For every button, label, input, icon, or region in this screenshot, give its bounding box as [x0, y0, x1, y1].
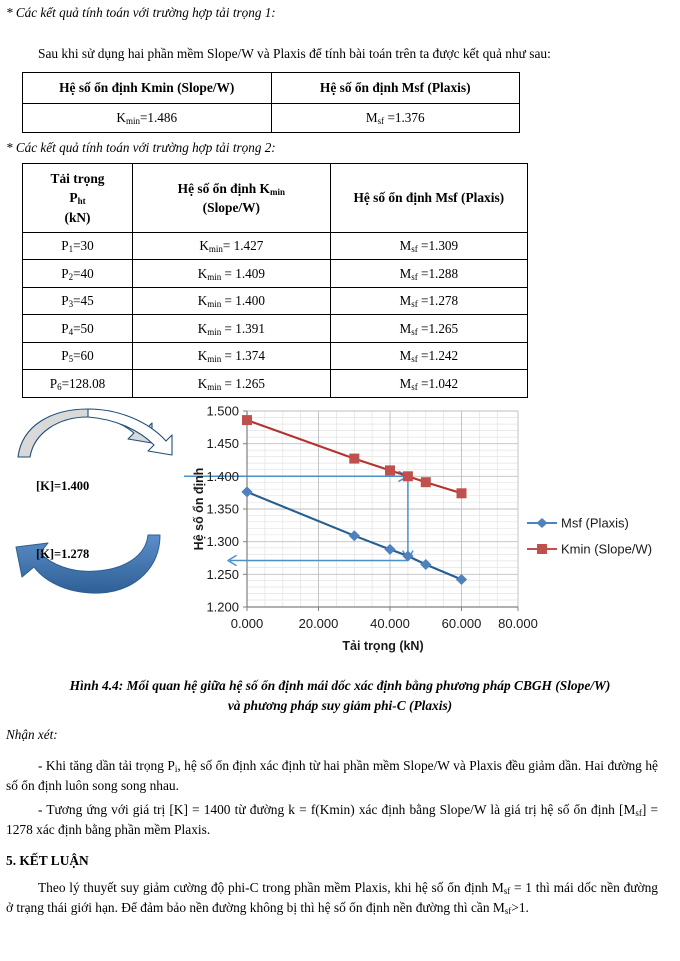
- caption-line-1: Hình 4.4: Mối quan hệ giữa hệ số ổn định mái dốc xác định bằng phương pháp CBGH (Slope/W): [69, 678, 611, 693]
- data-point-marker: [385, 465, 395, 475]
- cell-sub: 1: [68, 244, 74, 255]
- data-point-marker: [403, 471, 413, 481]
- illustration-label-bottom: [K]=1.278: [36, 547, 90, 561]
- cell-sub: 2: [68, 271, 74, 282]
- cell-base: K: [197, 320, 208, 336]
- cell-base: P: [61, 320, 69, 336]
- table2-header-kmin: [133, 164, 331, 233]
- cell-sub: sf: [411, 354, 418, 365]
- y-tick-label: 1.450: [206, 436, 239, 452]
- conclusion-text-a: Theo lý thuyết suy giảm cường độ phi-C trong phần mềm Plaxis, khi hệ số ổn định M: [38, 880, 504, 895]
- intro-paragraph-case1: Sau khi sử dụng hai phần mềm Slope/W và Plaxis để tính bài toán trên ta được kết quả như sau:: [38, 46, 551, 61]
- cell-sub: min: [125, 116, 140, 126]
- data-point-marker: [421, 477, 431, 487]
- legend-label-msf: Msf (Plaxis): [561, 515, 629, 531]
- remark-1-sub: i: [174, 764, 178, 774]
- cell-sub: sf: [411, 244, 418, 255]
- data-point-marker: [242, 415, 252, 425]
- cell-sub: min: [207, 354, 222, 365]
- y-tick-label: 1.500: [206, 403, 239, 419]
- table2-header-load: [23, 164, 133, 233]
- cell-base: M: [399, 375, 412, 391]
- cell-tail: =1.486: [139, 110, 178, 125]
- cell-tail: = 1.391: [221, 320, 265, 336]
- cell-tail: =1.288: [417, 265, 459, 281]
- table-row: [23, 287, 528, 315]
- cell-tail: = 1.374: [221, 348, 265, 364]
- cell-sub: min: [207, 326, 222, 337]
- cell-tail: =1.265: [417, 320, 459, 336]
- cell-sub: min: [207, 271, 222, 282]
- x-tick-label: 60.000: [441, 616, 482, 631]
- x-tick-labels: [231, 616, 538, 631]
- cell-base: K: [116, 110, 126, 125]
- y-tick-label: 1.300: [206, 534, 239, 550]
- cell-load: [23, 370, 133, 398]
- cell-kmin: [133, 260, 331, 288]
- figure-4-4: [0, 395, 680, 665]
- legend-marker-msf: [537, 518, 548, 528]
- cell-load: [23, 287, 133, 315]
- remark-bullet-1: [6, 756, 658, 796]
- y-tick-label: 1.250: [206, 566, 239, 582]
- cell-base: K: [199, 238, 209, 254]
- x-tick-label: 20.000: [298, 616, 339, 631]
- cell-sub: sf: [411, 381, 418, 392]
- cell-kmin: [133, 342, 331, 370]
- legend-label-kmin: Kmin (Slope/W): [561, 541, 653, 557]
- x-tick-label: 40.000: [370, 616, 410, 631]
- figure-caption: [0, 676, 680, 716]
- conclusion-sub-2: sf: [504, 906, 512, 917]
- cell-tail: =1.042: [417, 375, 459, 391]
- header-line2: [27, 188, 128, 208]
- cell-tail: = 1.409: [221, 265, 265, 281]
- curved-arrow-bottom-icon: [16, 535, 160, 593]
- header-text: Hệ số ổn định K: [177, 180, 270, 196]
- cell-sub: min: [207, 299, 222, 310]
- table-row: [23, 104, 520, 133]
- table1-header-msf: Hệ số ổn định Msf (Plaxis): [271, 73, 520, 104]
- y-axis-title: Hệ số ổn định: [192, 467, 206, 551]
- cell-load: [23, 232, 133, 260]
- table-case2: [22, 163, 528, 398]
- cell-base: P: [61, 238, 69, 254]
- cell-base: M: [399, 265, 412, 281]
- cell-tail: = 1.265: [221, 375, 265, 391]
- cell-base: M: [399, 238, 412, 254]
- table-row: [23, 232, 528, 260]
- cell-sub: 6: [57, 381, 62, 392]
- cell-msf: [330, 287, 527, 315]
- cell-sub: sf: [377, 116, 385, 126]
- cell-sub: 4: [68, 326, 74, 337]
- remark-bullet-2: [6, 800, 658, 840]
- remark-2-text-a: - Tương ứng với giá trị [K] = 1400 từ đường k = f(Kmin) xác định bằng Slope/W là giá trị hệ số ổn định [M: [38, 802, 636, 817]
- conclusion-paragraph: [6, 878, 658, 918]
- header-line1: [137, 179, 326, 199]
- table1-header-kmin: Hệ số ổn định Kmin (Slope/W): [23, 73, 272, 104]
- cell-msf: [330, 370, 527, 398]
- remark-2-text-b: ] = 1278 xác định bằng phần mềm Plaxis.: [6, 802, 659, 838]
- cell-msf: [330, 315, 527, 343]
- y-tick-label: 1.200: [206, 599, 239, 615]
- cell-tail: = 1.400: [221, 293, 265, 309]
- y-tick-label: 1.400: [206, 468, 239, 484]
- x-axis-title: Tải trọng (kN): [342, 639, 424, 653]
- cell-kmin: [133, 287, 331, 315]
- remarks-title: Nhận xét:: [6, 727, 58, 742]
- cell-base: P: [61, 293, 69, 309]
- cell-base: M: [399, 293, 412, 309]
- header-line1: Tải trọng: [50, 171, 105, 186]
- section-note-case1: * Các kết quả tính toán với trường hợp tải trọng 1:: [6, 5, 276, 20]
- cell-tail: =1.309: [417, 238, 459, 254]
- cell-msf: [330, 260, 527, 288]
- header-line2: (Slope/W): [202, 200, 260, 216]
- cell-base: P: [61, 265, 69, 281]
- cell-base: M: [399, 320, 412, 336]
- table-row: [23, 73, 520, 104]
- remark-2-sub: sf: [635, 808, 642, 818]
- table-row: [23, 370, 528, 398]
- cell-sub: 5: [68, 354, 74, 365]
- cell-load: [23, 342, 133, 370]
- y-tick-label: 1.350: [206, 501, 239, 517]
- cell-sub: sf: [411, 299, 418, 310]
- table2-header-msf: Hệ số ổn định Msf (Plaxis): [330, 164, 527, 233]
- header-line3: (kN): [64, 209, 91, 225]
- conclusion-sub-1: sf: [503, 886, 511, 896]
- cell-load: [23, 260, 133, 288]
- cell-tail: =50: [73, 320, 94, 336]
- cell-base: K: [197, 375, 208, 391]
- caption-line-2: và phương pháp suy giảm phi-C (Plaxis): [227, 698, 453, 714]
- conclusion-text-b: = 1 thì mái dốc nền đường ở trạng thái giới hạn. Để đảm bảo nền đường không bị thì hệ số ổn định nền đường thì cần M: [6, 880, 658, 916]
- cell-base: K: [197, 265, 208, 281]
- table-row: [23, 164, 528, 233]
- cell-load: [23, 315, 133, 343]
- y-tick-labels: [206, 404, 239, 615]
- table-row: [23, 260, 528, 288]
- cell-tail: =128.08: [61, 375, 106, 391]
- curved-arrow-top-icon: [18, 409, 172, 457]
- cell-base: P: [61, 348, 69, 364]
- conclusion-text-c: >1.: [511, 900, 529, 916]
- section-note-case2: * Các kết quả tính toán với trường hợp tải trọng 2:: [6, 140, 276, 155]
- cell-sub: min: [208, 244, 223, 255]
- cell-kmin: [133, 232, 331, 260]
- header-text-sub: min: [269, 186, 285, 197]
- cell-tail: =45: [73, 293, 94, 309]
- cell-tail: =40: [73, 265, 94, 281]
- cell-base: M: [365, 110, 378, 125]
- header-symbol: P: [69, 190, 78, 206]
- cell-msf: [330, 342, 527, 370]
- header-symbol-sub: ht: [77, 196, 86, 207]
- remark-1-text-a: - Khi tăng dần tải trọng P: [38, 758, 175, 773]
- cell-sub: min: [207, 381, 222, 392]
- cell-tail: =60: [73, 348, 94, 364]
- table-row: [23, 315, 528, 343]
- cell-base: K: [197, 293, 208, 309]
- table1-value-kmin: [23, 104, 272, 133]
- illustration-label-top: [K]=1.400: [36, 479, 90, 493]
- data-point-marker: [457, 488, 467, 498]
- x-tick-label: 0.000: [230, 616, 264, 631]
- cell-sub: 3: [68, 299, 74, 310]
- cell-kmin: [133, 370, 331, 398]
- table-case1: [22, 72, 520, 133]
- table1-value-msf: [271, 104, 520, 133]
- cell-tail: =30: [73, 238, 94, 254]
- cell-sub: sf: [411, 326, 418, 337]
- cell-tail: = 1.427: [222, 238, 264, 254]
- legend-marker-kmin: [537, 544, 547, 554]
- x-tick-label: 80.000: [498, 616, 538, 631]
- cell-base: K: [197, 348, 208, 364]
- cell-base: M: [399, 348, 412, 364]
- chart-legend: [527, 516, 652, 557]
- cell-tail: =1.376: [384, 110, 425, 125]
- table-row: [23, 342, 528, 370]
- conclusion-heading: 5. KẾT LUẬN: [6, 853, 89, 868]
- chart-svg: [0, 395, 680, 665]
- data-point-marker: [349, 454, 359, 464]
- cell-sub: sf: [411, 271, 418, 282]
- cell-msf: [330, 232, 527, 260]
- cell-base: P: [49, 375, 58, 391]
- cell-tail: =1.278: [417, 293, 459, 309]
- cell-tail: =1.242: [417, 348, 459, 364]
- remark-1-text-b: , hệ số ổn định xác định từ hai phần mềm Slope/W và Plaxis đều giảm dần. Hai đường hệ số ổn định luôn song song nhau.: [6, 758, 658, 794]
- cell-kmin: [133, 315, 331, 343]
